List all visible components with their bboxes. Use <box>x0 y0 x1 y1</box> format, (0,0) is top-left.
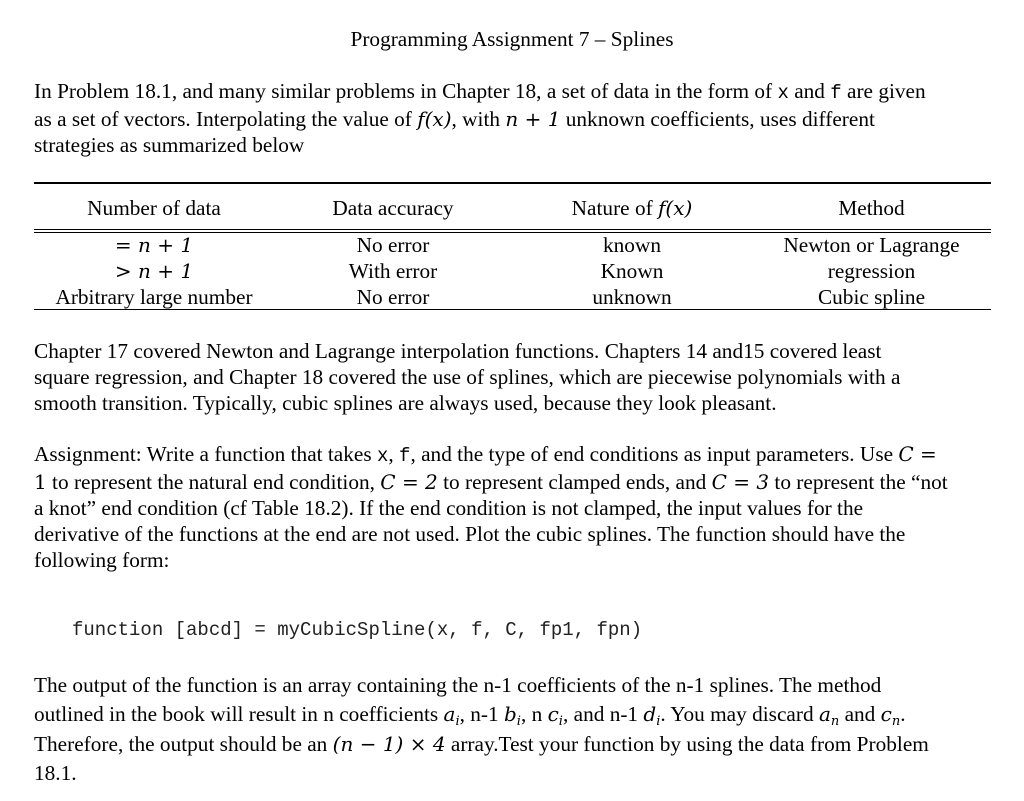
text: . You may discard <box>660 702 819 726</box>
table-row-3-count: Arbitrary large number <box>55 285 253 309</box>
intro-line-1 <box>34 78 926 106</box>
para2-line-2: square regression, and Chapter 18 covered the use of splines, which are piecewise polynomials with a <box>34 365 901 389</box>
output-line-2 <box>34 701 906 735</box>
text: Nature of <box>571 196 659 220</box>
assignment-line-2 <box>34 469 948 495</box>
table-row-1-accuracy: No error <box>356 233 430 257</box>
intro-line-3: strategies as summarized below <box>34 133 305 157</box>
math-c-i <box>547 702 563 729</box>
text: to represent the “not <box>769 470 948 494</box>
text: outlined in the book will result in n coefficients <box>34 702 444 726</box>
output-line-4: 18.1. <box>34 761 77 785</box>
table-row-3-nature: unknown <box>592 285 672 309</box>
subscript: i <box>656 714 661 729</box>
math-fx: f(x) <box>658 196 693 220</box>
text: . <box>900 702 906 726</box>
assignment-line-5: following form: <box>34 548 170 572</box>
table-row-3-method: Cubic spline <box>817 285 926 309</box>
para2-line-3: smooth transition. Typically, cubic splines are always used, because they look pleasant. <box>34 391 777 415</box>
subscript: n <box>891 714 901 729</box>
math-array-size: (n − 1) × 4 <box>332 732 446 756</box>
intro-line-2 <box>34 106 875 132</box>
para2-line-1: Chapter 17 covered Newton and Lagrange interpolation functions. Chapters 14 and15 covered least <box>34 339 882 363</box>
text: to represent the natural end condition, <box>46 470 381 494</box>
table-row-1-count: = n + 1 <box>114 233 194 257</box>
table-row-2-method: regression <box>827 259 916 283</box>
table-row-2-nature: Known <box>600 259 664 283</box>
assignment-line-3: a knot” end condition (cf Table 18.2). If the end condition is not clamped, the input values for the <box>34 496 864 520</box>
sym: a <box>443 702 456 726</box>
math-c-n <box>880 702 901 729</box>
table-row-2-count: > n + 1 <box>114 259 194 283</box>
table-top-rule <box>34 182 991 184</box>
text: , <box>388 442 400 466</box>
code-f: f <box>830 82 842 104</box>
text: Therefore, the output should be an <box>34 732 333 756</box>
math-a-n <box>818 702 840 729</box>
page-title: Programming Assignment 7 – Splines <box>350 27 674 51</box>
output-line-1: The output of the function is an array containing the n-1 coefficients of the n-1 splines. The method <box>34 673 882 697</box>
sym: d <box>643 702 657 726</box>
subscript: i <box>558 714 563 729</box>
assignment-line-1 <box>34 441 937 469</box>
text: Assignment: Write a function that takes <box>34 442 377 466</box>
math-c3: C = 3 <box>711 470 770 494</box>
subscript: n <box>830 714 840 729</box>
function-signature-code: function [abcd] = myCubicSpline(x, f, C, fp1, fpn) <box>72 619 643 641</box>
text: are given <box>841 79 926 103</box>
code-x: x <box>376 445 389 467</box>
sym: c <box>547 702 559 726</box>
text: , and the type of end conditions as input parameters. Use <box>410 442 899 466</box>
math-n-plus-1: n + 1 <box>505 107 561 131</box>
math-d-i <box>643 702 661 729</box>
sym: a <box>818 702 831 726</box>
sym: c <box>880 702 892 726</box>
text: , and n-1 <box>562 702 644 726</box>
table-row-3-accuracy: No error <box>356 285 430 309</box>
header-data-accuracy: Data accuracy <box>332 196 454 220</box>
header-number-of-data: Number of data <box>87 196 221 220</box>
table-row-1-nature: known <box>603 233 661 257</box>
text: array.Test your function by using the data from Problem <box>445 732 929 756</box>
text: , n-1 <box>459 702 504 726</box>
text: In Problem 18.1, and many similar problems in Chapter 18, a set of data in the form of <box>34 79 778 103</box>
math-b-i <box>503 702 521 729</box>
text: , with <box>451 107 506 131</box>
math-a-i <box>443 702 460 729</box>
sym: b <box>503 702 517 726</box>
table-row-1-method: Newton or Lagrange <box>783 233 960 257</box>
math-fx: f(x) <box>417 107 452 131</box>
table-bottom-rule <box>34 309 991 310</box>
math-c-equals: C = <box>898 442 937 466</box>
text: , n <box>520 702 548 726</box>
text: unknown coefficients, uses different <box>560 107 875 131</box>
table-mid-rule-1 <box>34 229 991 230</box>
text: and <box>788 79 831 103</box>
table-row-2-accuracy: With error <box>348 259 438 283</box>
text: to represent clamped ends, and <box>437 470 712 494</box>
math-one: 1 <box>34 470 47 494</box>
code-f: f <box>399 445 411 467</box>
header-nature <box>512 195 752 221</box>
subscript: i <box>455 714 460 729</box>
header-method: Method <box>838 196 905 220</box>
math-c2: C = 2 <box>380 470 438 494</box>
assignment-line-4: derivative of the functions at the end are not used. Plot the cubic splines. The function should have the <box>34 522 906 546</box>
text: and <box>839 702 881 726</box>
subscript: i <box>516 714 521 729</box>
text: as a set of vectors. Interpolating the value of <box>34 107 418 131</box>
output-line-3 <box>34 731 929 757</box>
code-x: x <box>777 82 789 104</box>
